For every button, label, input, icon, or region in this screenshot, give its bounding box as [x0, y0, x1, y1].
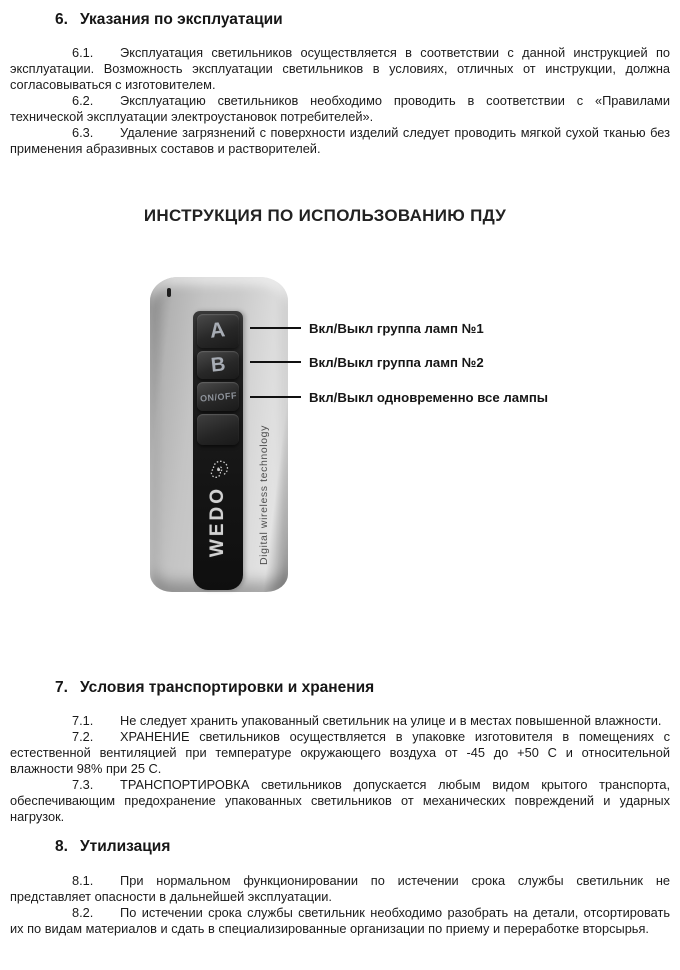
callout-label: Вкл/Выкл одновременно все лампы — [309, 389, 549, 405]
paragraph-text: При нормальном функционировании по истечении срока службы светильник не представляет опасности в дальнейшей эксплуатации. — [10, 873, 670, 904]
paragraph-text: Эксплуатацию светильников необходимо проводить в соответствии с «Правилами технической эксплуатации электроустановок потребителей». — [10, 93, 670, 124]
remote-button-a — [197, 314, 239, 348]
paragraph-8-2 — [10, 905, 670, 937]
section-7-heading — [55, 678, 670, 697]
callout-line-icon — [250, 396, 301, 398]
remote-button-onoff-label: ON/OFF — [199, 389, 237, 404]
remote-button-a-label: A — [209, 318, 227, 343]
callout-label: Вкл/Выкл группа ламп №1 — [309, 320, 484, 336]
paragraph-6-1 — [10, 45, 670, 93]
paragraph-text: Не следует хранить упакованный светильник на улице и в местах повышенной влажности. — [120, 713, 662, 728]
callout-label: Вкл/Выкл группа ламп №2 — [309, 354, 484, 370]
remote-button-b — [197, 351, 239, 379]
paragraph-text: ТРАНСПОРТИРОВКА светильников допускается любым видом крытого транспорта, обеспечивающим предохранение упакованных светильников от механических повреждений и ударных нагрузок. — [10, 777, 670, 824]
section-6-number: 6. — [55, 11, 68, 28]
section-8-heading — [55, 837, 670, 856]
section-7-number: 7. — [55, 679, 68, 696]
section-6-title: Указания по эксплуатации — [80, 11, 283, 28]
paragraph-number: 7.2. — [72, 729, 94, 744]
paragraph-number: 6.2. — [72, 93, 94, 108]
paragraph-text: Удаление загрязнений с поверхности изделий следует проводить мягкой сухой тканью без применения абразивных составов и растворителей. — [10, 125, 670, 156]
remote-brand-area — [193, 444, 243, 584]
paragraph-text: Эксплуатация светильников осуществляется в соответствии с данной инструкцией по эксплуатации. Возможность эксплуатации светильников в условиях, отличных от инструкции, должна согласовываться с изготовителем. — [10, 45, 670, 92]
paragraph-number: 6.3. — [72, 125, 94, 140]
callout-line-icon — [250, 361, 301, 363]
callout-group-lamps-2 — [250, 354, 484, 370]
paragraph-number: 7.1. — [72, 713, 94, 728]
remote-led-indicator — [167, 288, 171, 297]
callout-line-icon — [250, 327, 301, 329]
paragraph-8-1 — [10, 873, 670, 905]
paragraph-number: 8.1. — [72, 873, 94, 888]
remote-figure — [10, 277, 670, 592]
paragraph-6-3 — [10, 125, 670, 157]
paragraph-text: По истечении срока службы светильник необходимо разобрать на детали, отсортировать их по видам материалов и сдать в специализированные организации по приему и переработке вторсырья. — [10, 905, 670, 936]
paragraph-7-3 — [10, 777, 670, 825]
callout-all-lamps — [250, 389, 548, 405]
remote-button-blank — [197, 414, 239, 445]
remote-button-panel — [193, 311, 243, 590]
paragraph-number: 6.1. — [72, 45, 94, 60]
paragraph-text: ХРАНЕНИЕ светильников осуществляется в упаковке изготовителя в помещениях с естественной вентиляцией при температуре окружающего воздуха от -45 до +50 С и относительной влажности 98% при 25 С. — [10, 729, 670, 776]
wedo-brand-text: WEDO — [207, 486, 228, 558]
wedo-spiral-logo-icon — [203, 454, 233, 484]
remote-side-text: Digital wireless technology — [258, 425, 270, 565]
remote-button-b-label: B — [209, 352, 227, 377]
section-8-number: 8. — [55, 838, 68, 855]
paragraph-number: 8.2. — [72, 905, 94, 920]
section-7-title: Условия транспортировки и хранения — [80, 679, 375, 696]
callout-group-lamps-1 — [250, 320, 484, 336]
pdu-instruction-title: ИНСТРУКЦИЯ ПО ИСПОЛЬЗОВАНИЮ ПДУ — [143, 206, 507, 225]
paragraph-7-1 — [10, 713, 670, 729]
section-8-title: Утилизация — [80, 838, 171, 855]
paragraph-6-2 — [10, 93, 670, 125]
section-6-heading — [55, 10, 670, 29]
remote-button-onoff — [197, 382, 239, 411]
paragraph-7-2 — [10, 729, 670, 777]
paragraph-number: 7.3. — [72, 777, 94, 792]
